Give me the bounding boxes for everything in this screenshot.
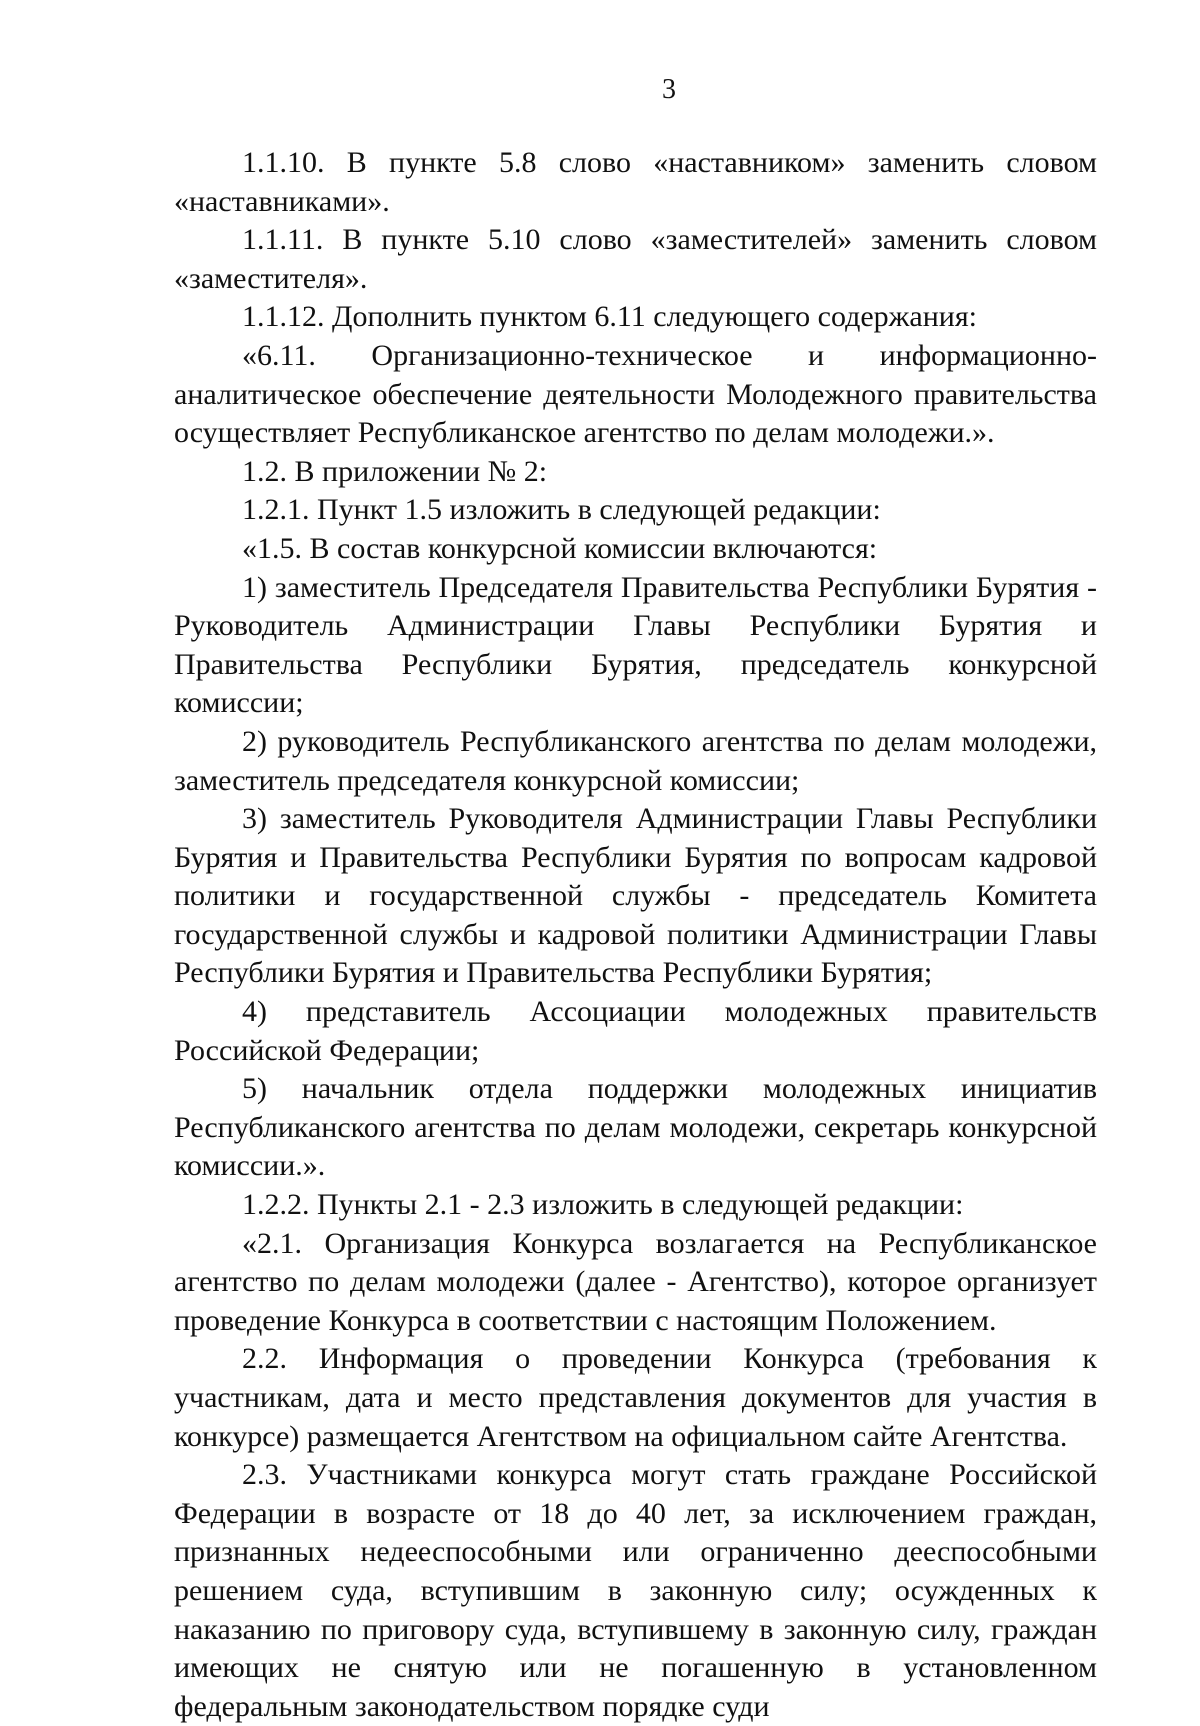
paragraph-1-2: 1.2. В приложении № 2: (242, 454, 548, 488)
paragraph-1-2-1: 1.2.1. Пункт 1.5 изложить в следующей редакции: (242, 493, 881, 527)
paragraph-1-1-12: 1.1.12. Дополнить пунктом 6.11 следующего содержания: (242, 300, 977, 334)
paragraph-1-1-10: 1.1.10. В пункте 5.8 слово «наставником» заменить словом «наставниками». (174, 146, 1097, 218)
paragraph-2-3: 2.3. Участниками конкурса могут стать граждане Российской Федерации в возрасте от 18 до 40 лет, за исключением граждан, признанных недееспособными или ограниченно дееспособными решением суда, вступившим в законную силу; осужденных к наказанию по приговору суда, вступившему в законную силу, граждан имеющих не снятую или не погашенную в установленном федеральным законодательством порядке суди (174, 1458, 1097, 1723)
list-item-3: 3) заместитель Руководителя Администрации Главы Республики Бурятия и Правительства Республики Бурятия по вопросам кадровой политики и государственной службы - председатель Комитета государственной службы и кадровой политики Администрации Главы Республики Бурятия и Правительства Республики Бурятия; (174, 802, 1097, 990)
paragraph-2-2: 2.2. Информация о проведении Конкурса (требования к участникам, дата и место представления документов для участия в конкурсе) размещается Агентством на официальном сайте Агентства. (174, 1342, 1097, 1453)
paragraph-6-11: «6.11. Организационно-техническое и информационно-аналитическое обеспечение деятельности Молодежного правительства осуществляет Республиканское агентство по делам молодежи.». (174, 338, 1097, 450)
paragraph-1-1-11: 1.1.11. В пункте 5.10 слово «заместителей» заменить словом «заместителя». (174, 223, 1097, 295)
page-number: 3 (662, 74, 676, 105)
list-item-2: 2) руководитель Республиканского агентства по делам молодежи, заместитель председателя конкурсной комиссии; (174, 724, 1097, 797)
paragraph-1-5: «1.5. В состав конкурсной комиссии включаются: (242, 531, 878, 565)
list-item-4: 4) представитель Ассоциации молодежных правительств Российской Федерации; (174, 995, 1097, 1067)
list-item-1: 1) заместитель Председателя Правительства Республики Бурятия - Руководитель Администрации Главы Республики Бурятия и Правительства Республики Бурятия, председатель конкурсной комиссии; (174, 570, 1097, 720)
paragraph-2-1: «2.1. Организация Конкурса возлагается на Республиканское агентство по делам молодежи (далее - Агентство), которое организует проведение Конкурса в соответствии с настоящим Положением. (174, 1226, 1097, 1337)
document-body (174, 144, 1097, 1726)
list-item-5: 5) начальник отдела поддержки молодежных инициатив Республиканского агентства по делам молодежи, секретарь конкурсной комиссии.». (174, 1072, 1097, 1183)
paragraph-1-2-2: 1.2.2. Пункты 2.1 - 2.3 изложить в следующей редакции: (242, 1188, 964, 1222)
